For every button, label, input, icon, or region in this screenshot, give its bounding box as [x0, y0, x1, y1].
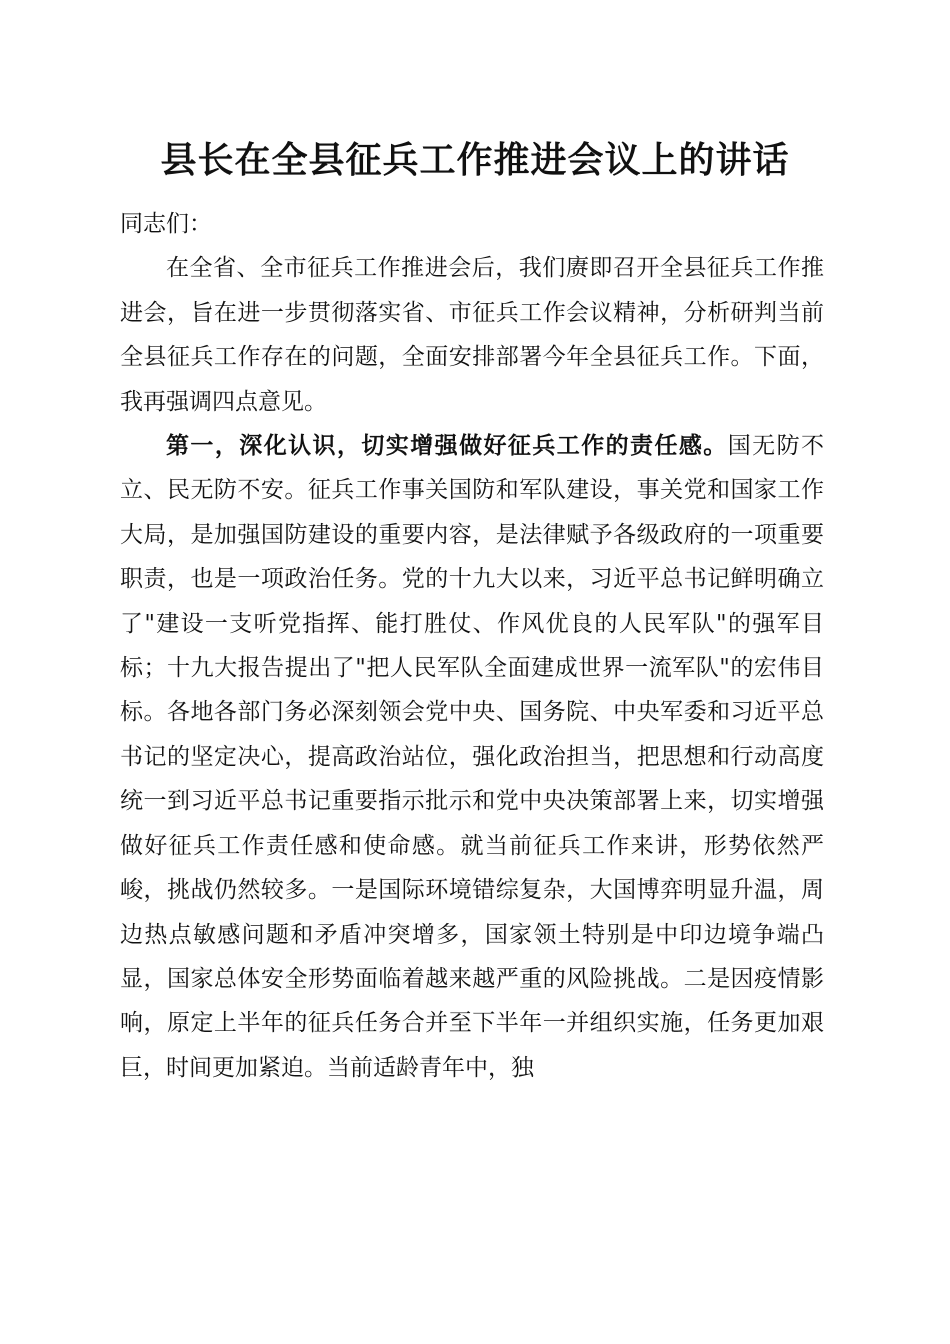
intro-paragraph: 在全省、全市征兵工作推进会后，我们赓即召开全县征兵工作推进会，旨在进一步贯彻落实省、市征兵工作会议精神，分析研判当前全县征兵工作存在的问题，全面安排部署今年全县征兵工作。下面，我再强调四点意见。 — [120, 255, 824, 415]
document-body — [120, 202, 824, 1090]
section-one-paragraph — [120, 424, 824, 1090]
section-one-text: 国无防不立、民无防不安。征兵工作事关国防和军队建设，事关党和国家工作大局，是加强国防建设的重要内容，是法律赋予各级政府的一项重要职责，也是一项政治任务。党的十九大以来，习近平总书记鲜明确立了"建设一支听党指挥、能打胜仗、作风优良的人民军队"的强军目标；十九大报告提出了"把人民军队全面建成世界一流军队"的宏伟目标。各地各部门务必深刻领会党中央、国务院、中央军委和习近平总书记的坚定决心，提高政治站位，强化政治担当，把思想和行动高度统一到习近平总书记重要指示批示和党中央决策部署上来，切实增强做好征兵工作责任感和使命感。就当前征兵工作来讲，形势依然严峻，挑战仍然较多。一是国际环境错综复杂，大国博弈明显升温，周边热点敏感问题和矛盾冲突增多，国家领土特别是中印边境争端凸显，国家总体安全形势面临着越来越严重的风险挑战。二是因疫情影响，原定上半年的征兵任务合并至下半年一并组织实施，任务更加艰巨，时间更加紧迫。当前适龄青年中，独 — [120, 433, 825, 1081]
section-one-heading: 第一，深化认识，切实增强做好征兵工作的责任感。 — [166, 432, 728, 460]
document-title: 县长在全县征兵工作推进会议上的讲话 — [160, 139, 790, 181]
salutation: 同志们： — [120, 211, 212, 237]
